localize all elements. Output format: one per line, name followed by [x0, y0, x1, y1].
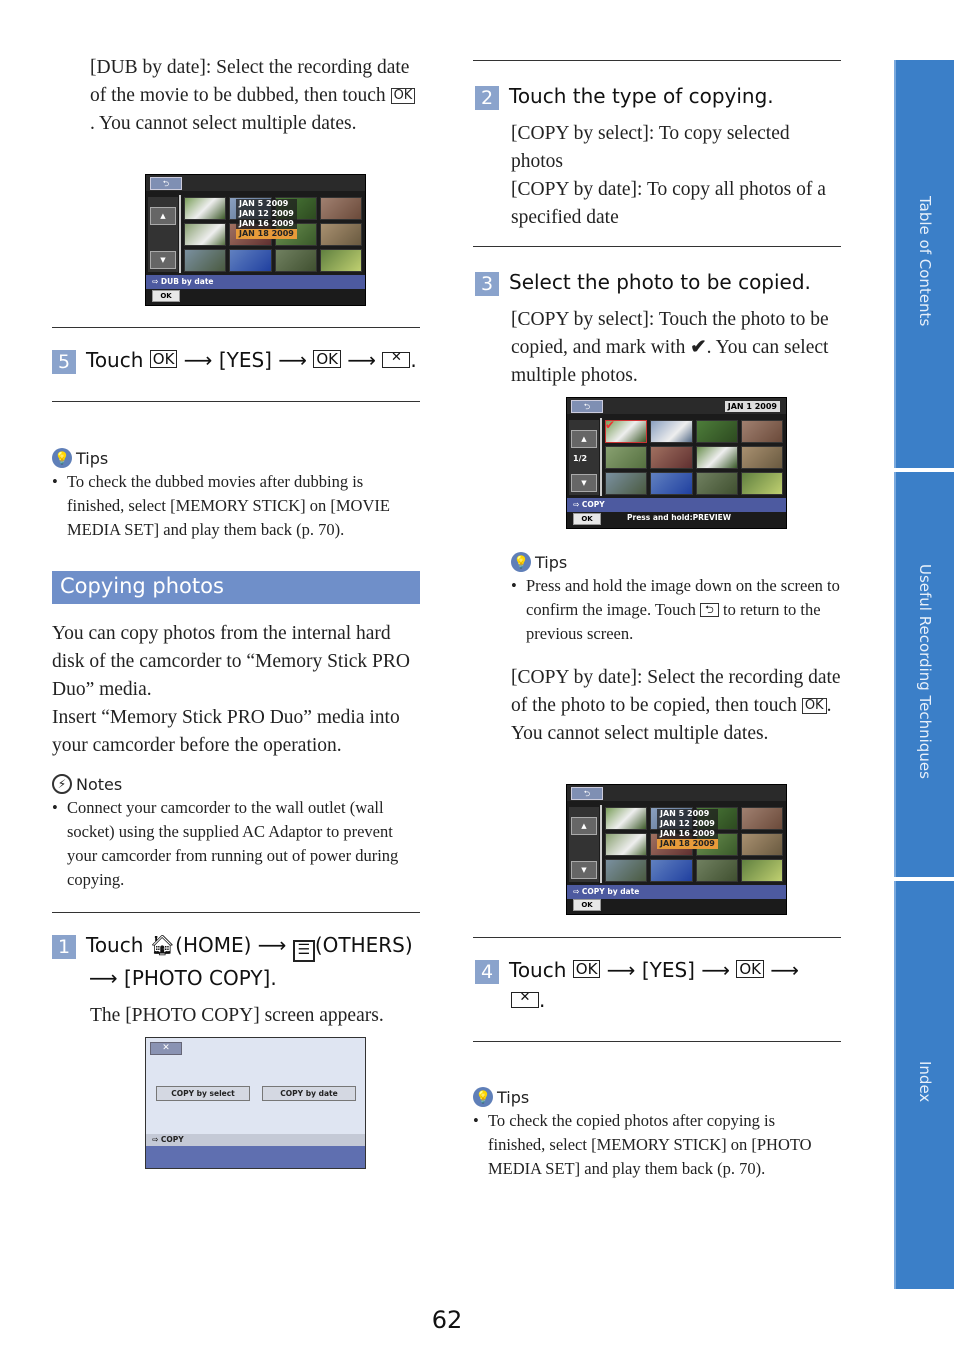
checkmark-icon: ✔ — [605, 418, 616, 432]
screen-mode-bar: ⇨ COPY — [567, 498, 786, 512]
tab-table-of-contents[interactable]: Table of Contents — [894, 60, 954, 468]
step-3: 3 Select the photo to be copied. — [475, 270, 845, 296]
ok-inline-icon: OK — [736, 960, 764, 978]
scroll-up-button: ▲ — [571, 817, 597, 835]
copy-by-date-button: COPY by date — [262, 1086, 356, 1101]
preview-hint: Press and hold:PREVIEW — [627, 513, 732, 522]
screen-mode-bar: ⇨ COPY — [146, 1134, 365, 1146]
ok-inline-icon: OK — [573, 960, 601, 978]
others-icon: ☰ — [293, 940, 315, 962]
tip-item: • Press and hold the image down on the screen to confirm the image. Touch ⮌ to return to the previous screen. — [511, 574, 843, 646]
date-list — [657, 809, 718, 849]
arrow-icon: ⟶ — [701, 958, 730, 982]
home-icon: 🏠︎ — [149, 933, 176, 957]
date-item-selected: JAN 18 2009 — [657, 839, 718, 849]
arrow-icon: ⟶ — [257, 933, 287, 957]
step-number-badge: 5 — [52, 350, 76, 374]
tips-copied: 💡 Tips • To check the copied photos after copying is finished, select [MEMORY STICK] on [PHOTO MEDIA SET] and play them back (p. 70). — [473, 1087, 823, 1181]
section-title: Copying photos — [60, 574, 224, 598]
notes-copying: ⚡ Notes • Connect your camcorder to the wall outlet (wall socket) using the supplied AC Adaptor to prevent your camcorder from running out of power during copying. — [52, 774, 422, 892]
dub-by-date-screen — [145, 174, 366, 306]
divider — [473, 937, 841, 938]
scroll-down-button: ▼ — [150, 251, 176, 269]
date-item: JAN 16 2009 — [236, 219, 297, 229]
tab-index[interactable]: Index — [894, 881, 954, 1289]
date-label: JAN 1 2009 — [725, 401, 780, 412]
date-item: JAN 12 2009 — [236, 209, 297, 219]
scroll-down-button: ▼ — [571, 861, 597, 879]
lightbulb-icon: 💡 — [511, 552, 531, 572]
tab-useful-recording-techniques[interactable]: Useful Recording Techniques — [894, 472, 954, 877]
step-1-result: The [PHOTO COPY] screen appears. — [90, 1005, 384, 1026]
arrow-icon: ⟶ — [347, 348, 377, 372]
return-icon: ⮌ — [700, 603, 719, 617]
date-item: JAN 12 2009 — [657, 819, 718, 829]
note-item: • Connect your camcorder to the wall outlet (wall socket) using the supplied AC Adaptor to prevent your camcorder from running out of power during copying. — [52, 796, 422, 892]
ok-inline-icon: OK — [313, 350, 341, 368]
copy-by-date-screen — [566, 784, 787, 915]
date-item: JAN 5 2009 — [657, 809, 718, 819]
step-1: 1 Touch 🏠︎(HOME) ⟶ ☰ (OTHERS) ⟶ [PHOTO COPY]. — [52, 933, 432, 990]
divider — [52, 912, 420, 913]
arrow-icon: ⟶ — [278, 348, 307, 372]
arrow-icon: ⟶ — [606, 958, 636, 982]
date-item: JAN 16 2009 — [657, 829, 718, 839]
section-header — [52, 571, 420, 604]
step-3-description: [COPY by select]: Touch the photo to be copied, and mark with ✔. You can select multiple photos. — [511, 309, 829, 386]
checkmark-icon: ✔ — [690, 337, 707, 358]
screen-ok-button: OK — [573, 899, 601, 911]
screen-ok-button: OK — [573, 513, 601, 525]
divider — [473, 1041, 841, 1042]
ok-inline-icon: OK — [391, 88, 416, 104]
arrow-icon: ⟶ — [89, 966, 118, 990]
step-4: 4 Touch OK ⟶ [YES] ⟶ OK ⟶ ✕. — [475, 958, 845, 1012]
lightbulb-icon: 💡 — [473, 1087, 493, 1107]
page-indicator: 1/2 — [573, 454, 588, 463]
screen-ok-button: OK — [152, 290, 180, 302]
close-icon — [382, 352, 410, 368]
back-icon: ⮌ — [571, 400, 603, 413]
arrow-icon: ⟶ — [770, 958, 800, 982]
back-icon: ⮌ — [571, 787, 603, 800]
scroll-up-button: ▲ — [150, 207, 176, 225]
copy-by-select-screen — [566, 397, 787, 529]
step-number-badge: 4 — [475, 960, 499, 984]
arrow-icon: ⟶ — [183, 348, 213, 372]
scroll-down-button: ▼ — [571, 474, 597, 492]
copy-intro: You can copy photos from the internal hard disk of the camcorder to “Memory Stick PRO Duo” media. Insert “Memory Stick PRO Duo” media into your camcorder before the operation. — [52, 623, 410, 756]
copy-by-select-button: COPY by select — [156, 1086, 250, 1101]
ok-inline-icon: OK — [802, 698, 827, 714]
screen-mode-bar: ⇨ DUB by date — [146, 275, 365, 289]
back-icon: ⮌ — [150, 177, 182, 190]
close-icon — [511, 992, 539, 1008]
step-number-badge: 3 — [475, 272, 499, 296]
date-item: JAN 5 2009 — [236, 199, 297, 209]
step-number-badge: 1 — [52, 935, 76, 959]
page-number: 62 — [431, 1306, 463, 1334]
divider — [473, 60, 841, 61]
close-icon: ✕ — [150, 1042, 182, 1055]
step-number-badge: 2 — [475, 86, 499, 110]
ok-inline-icon: OK — [150, 350, 178, 368]
tip-item: • To check the copied photos after copying is finished, select [MEMORY STICK] on [PHOTO MEDIA SET] and play them back (p. 70). — [473, 1109, 823, 1181]
divider — [52, 327, 420, 328]
tips-preview: 💡 Tips • Press and hold the image down on the screen to confirm the image. Touch ⮌ to return to the previous screen. — [511, 552, 843, 646]
tip-item: • To check the dubbed movies after dubbing is finished, select [MEMORY STICK] on [MOVIE MEDIA SET] and play them back (p. 70). — [52, 470, 422, 542]
screen-mode-bar: ⇨ COPY by date — [567, 885, 786, 899]
step-2: 2 Touch the type of copying. — [475, 84, 845, 110]
divider — [52, 401, 420, 402]
step-5: 5 Touch OK ⟶ [YES] ⟶ OK ⟶ ✕ . — [52, 348, 432, 374]
step-2-options: [COPY by select]: To copy selected photos [COPY by date]: To copy all photos of a specified date — [511, 123, 826, 228]
lightbulb-icon: 💡 — [52, 448, 72, 468]
dub-by-date-description: [DUB by date]: Select the recording date of the movie to be dubbed, then touch OK. You cannot select multiple dates. — [90, 54, 420, 138]
caution-icon: ⚡ — [52, 774, 72, 794]
tips-dubbing: 💡 Tips • To check the dubbed movies after dubbing is finished, select [MEMORY STICK] on [MOVIE MEDIA SET] and play them back (p. 70). — [52, 448, 422, 542]
scroll-up-button: ▲ — [571, 430, 597, 448]
date-item-selected: JAN 18 2009 — [236, 229, 297, 239]
date-list — [236, 199, 297, 239]
photo-copy-screen — [145, 1037, 366, 1169]
copy-by-date-description: [COPY by date]: Select the recording date of the photo to be copied, then touch OK . You cannot select multiple dates. — [511, 667, 841, 744]
divider — [473, 246, 841, 247]
